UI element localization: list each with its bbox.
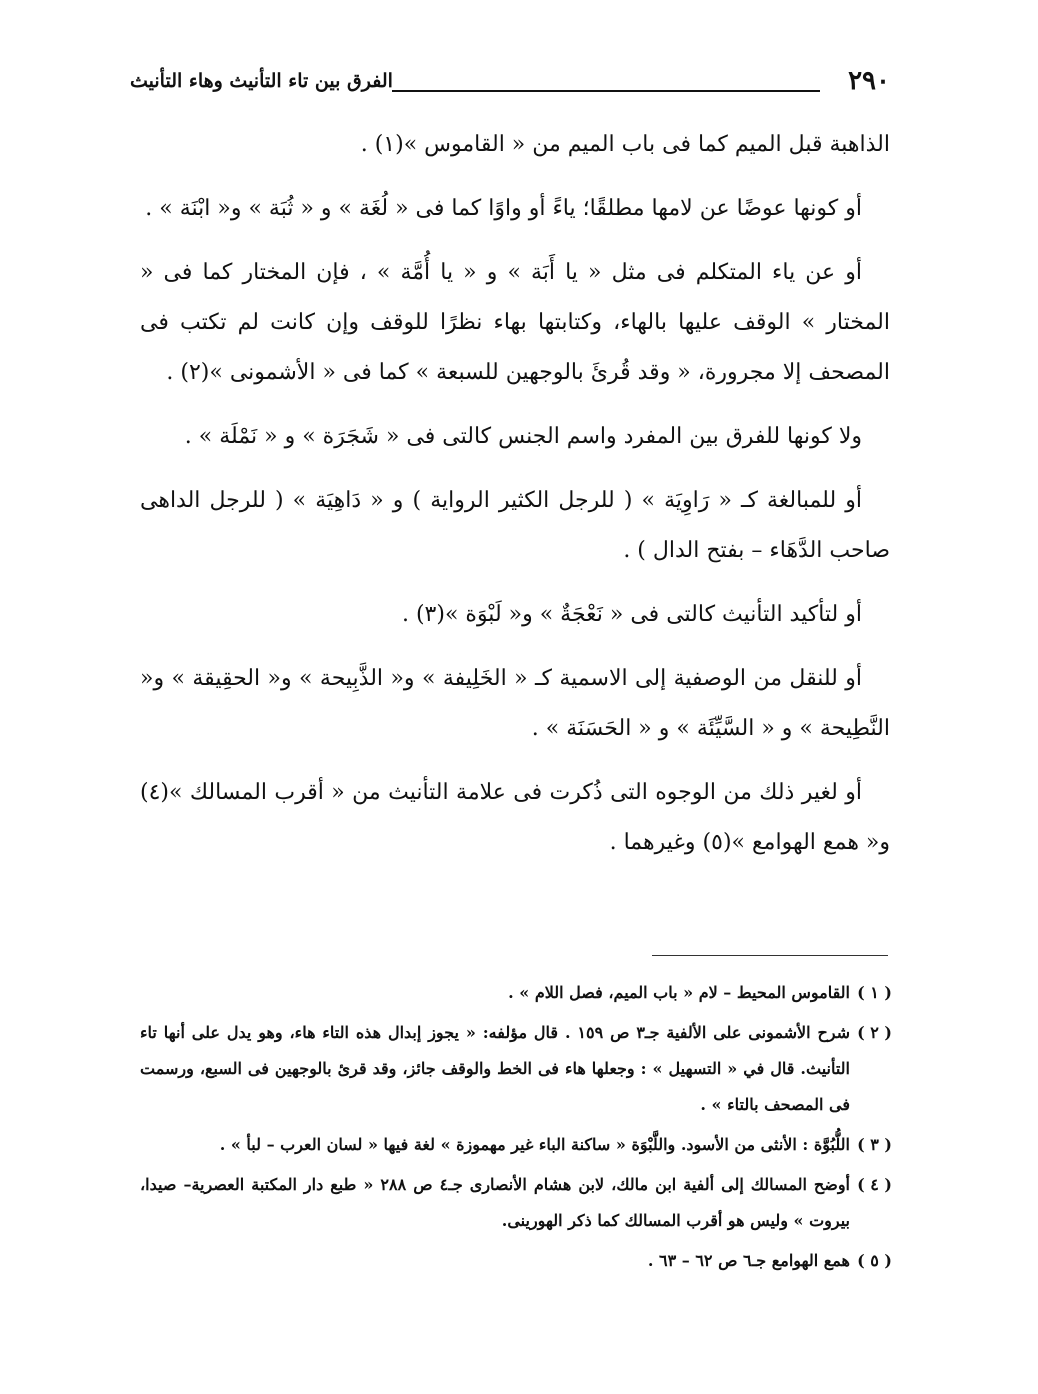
footnote-number: ( ٥ ) [857, 1251, 892, 1270]
footnote [140, 1243, 892, 1279]
paragraph: أو كونها عوضًا عن لامها مطلقًا؛ ياءً أو واوًا كما فى « لُغَة » و « ثُبَة » و« ابْنَة » . [145, 196, 862, 221]
paragraph: أو عن ياء المتكلم فى مثل « يا أَبَة » و « يا أُمَّة » ، فإن المختار كما فى « المختار » الوقف عليها بالهاء، وكتابتها بهاء نظرًا للوقف وإن كانت لم تكتب فى المصحف إلا مجرورة، « وقد قُرئَ بالوجهين للسبعة » كما فى « الأشمونى »(٢) . [140, 260, 890, 385]
footnote [140, 975, 892, 1011]
paragraph: أو للنقل من الوصفية إلى الاسمية كـ « الخَلِيفة » و« الذَّبِيحة » و« الحقِيقة » و« النَّطِيحة » و « السَّيِّئَة » و « الحَسَنَة » . [140, 666, 890, 741]
footnote [140, 1015, 892, 1123]
paragraph: الذاهبة قبل الميم كما فى باب الميم من « القاموس »(١) . [360, 132, 890, 157]
footnote-text: القاموس المحيط – لام « باب الميم، فصل اللام » . [508, 983, 850, 1002]
header-rule [392, 90, 820, 92]
page-number: ٢٩٠ [848, 66, 890, 96]
footnote-separator [652, 955, 888, 956]
paragraph: أو للمبالغة كـ « رَاوِيَة » ( للرجل الكثير الرواية ) و « دَاهِيَة » ( للرجل الداهى صاحب الدَّهَاء – بفتح الدال ) . [140, 488, 890, 563]
footnote [140, 1167, 892, 1239]
paragraph: ولا كونها للفرق بين المفرد واسم الجنس كالتى فى « شَجَرَة » و « نَمْلَة » . [184, 424, 862, 449]
footnote-number: ( ٢ ) [857, 1023, 892, 1042]
footnote-text: اللُّبُوَّة : الأنثى من الأسود. واللَّبْوَة « ساكنة الباء غير مهموزة » لغة فيها « لسان العرب – لبأ » . [219, 1135, 850, 1154]
footnote-text: شرح الأشمونى على الألفية جـ٣ ص ١٥٩ . قال مؤلفه: « يجوز إبدال هذه التاء هاء، وهو يدل على أنها تاء التأنيث. قال في « التسهيل » : وجعلها هاء فى الخط والوقف جائز، وقد قرئ بالوجهين فى السبع، ورسمت فى المصحف بالتاء » . [140, 1023, 851, 1114]
page-header [130, 62, 890, 102]
footnote-number: ( ٤ ) [857, 1175, 892, 1194]
paragraph: أو لتأكيد التأنيث كالتى فى « نَعْجَةٌ » و« لَبْوَة »(٣) . [401, 602, 862, 627]
main-text [140, 120, 890, 882]
footnote-text: همع الهوامع جـ٦ ص ٦٢ – ٦٣ . [647, 1251, 850, 1270]
paragraph: أو لغير ذلك من الوجوه التى ذُكرت فى علامة التأنيث من « أقرب المسالك »(٤) و« همع الهوامع »(٥) وغيرهما . [140, 780, 890, 855]
footnote [140, 1127, 892, 1163]
footnotes [140, 975, 892, 1283]
footnote-text: أوضح المسالك إلى ألفية ابن مالك، لابن هشام الأنصارى جـ٤ ص ٢٨٨ « طبع دار المكتبة العصرية– صيدا، بيروت » وليس هو أقرب المسالك كما ذكر الهورينى. [140, 1175, 851, 1230]
footnote-number: ( ١ ) [857, 983, 892, 1002]
running-title: الفرق بين تاء التأنيث وهاء التأنيث [130, 70, 393, 92]
footnote-number: ( ٣ ) [857, 1135, 892, 1154]
